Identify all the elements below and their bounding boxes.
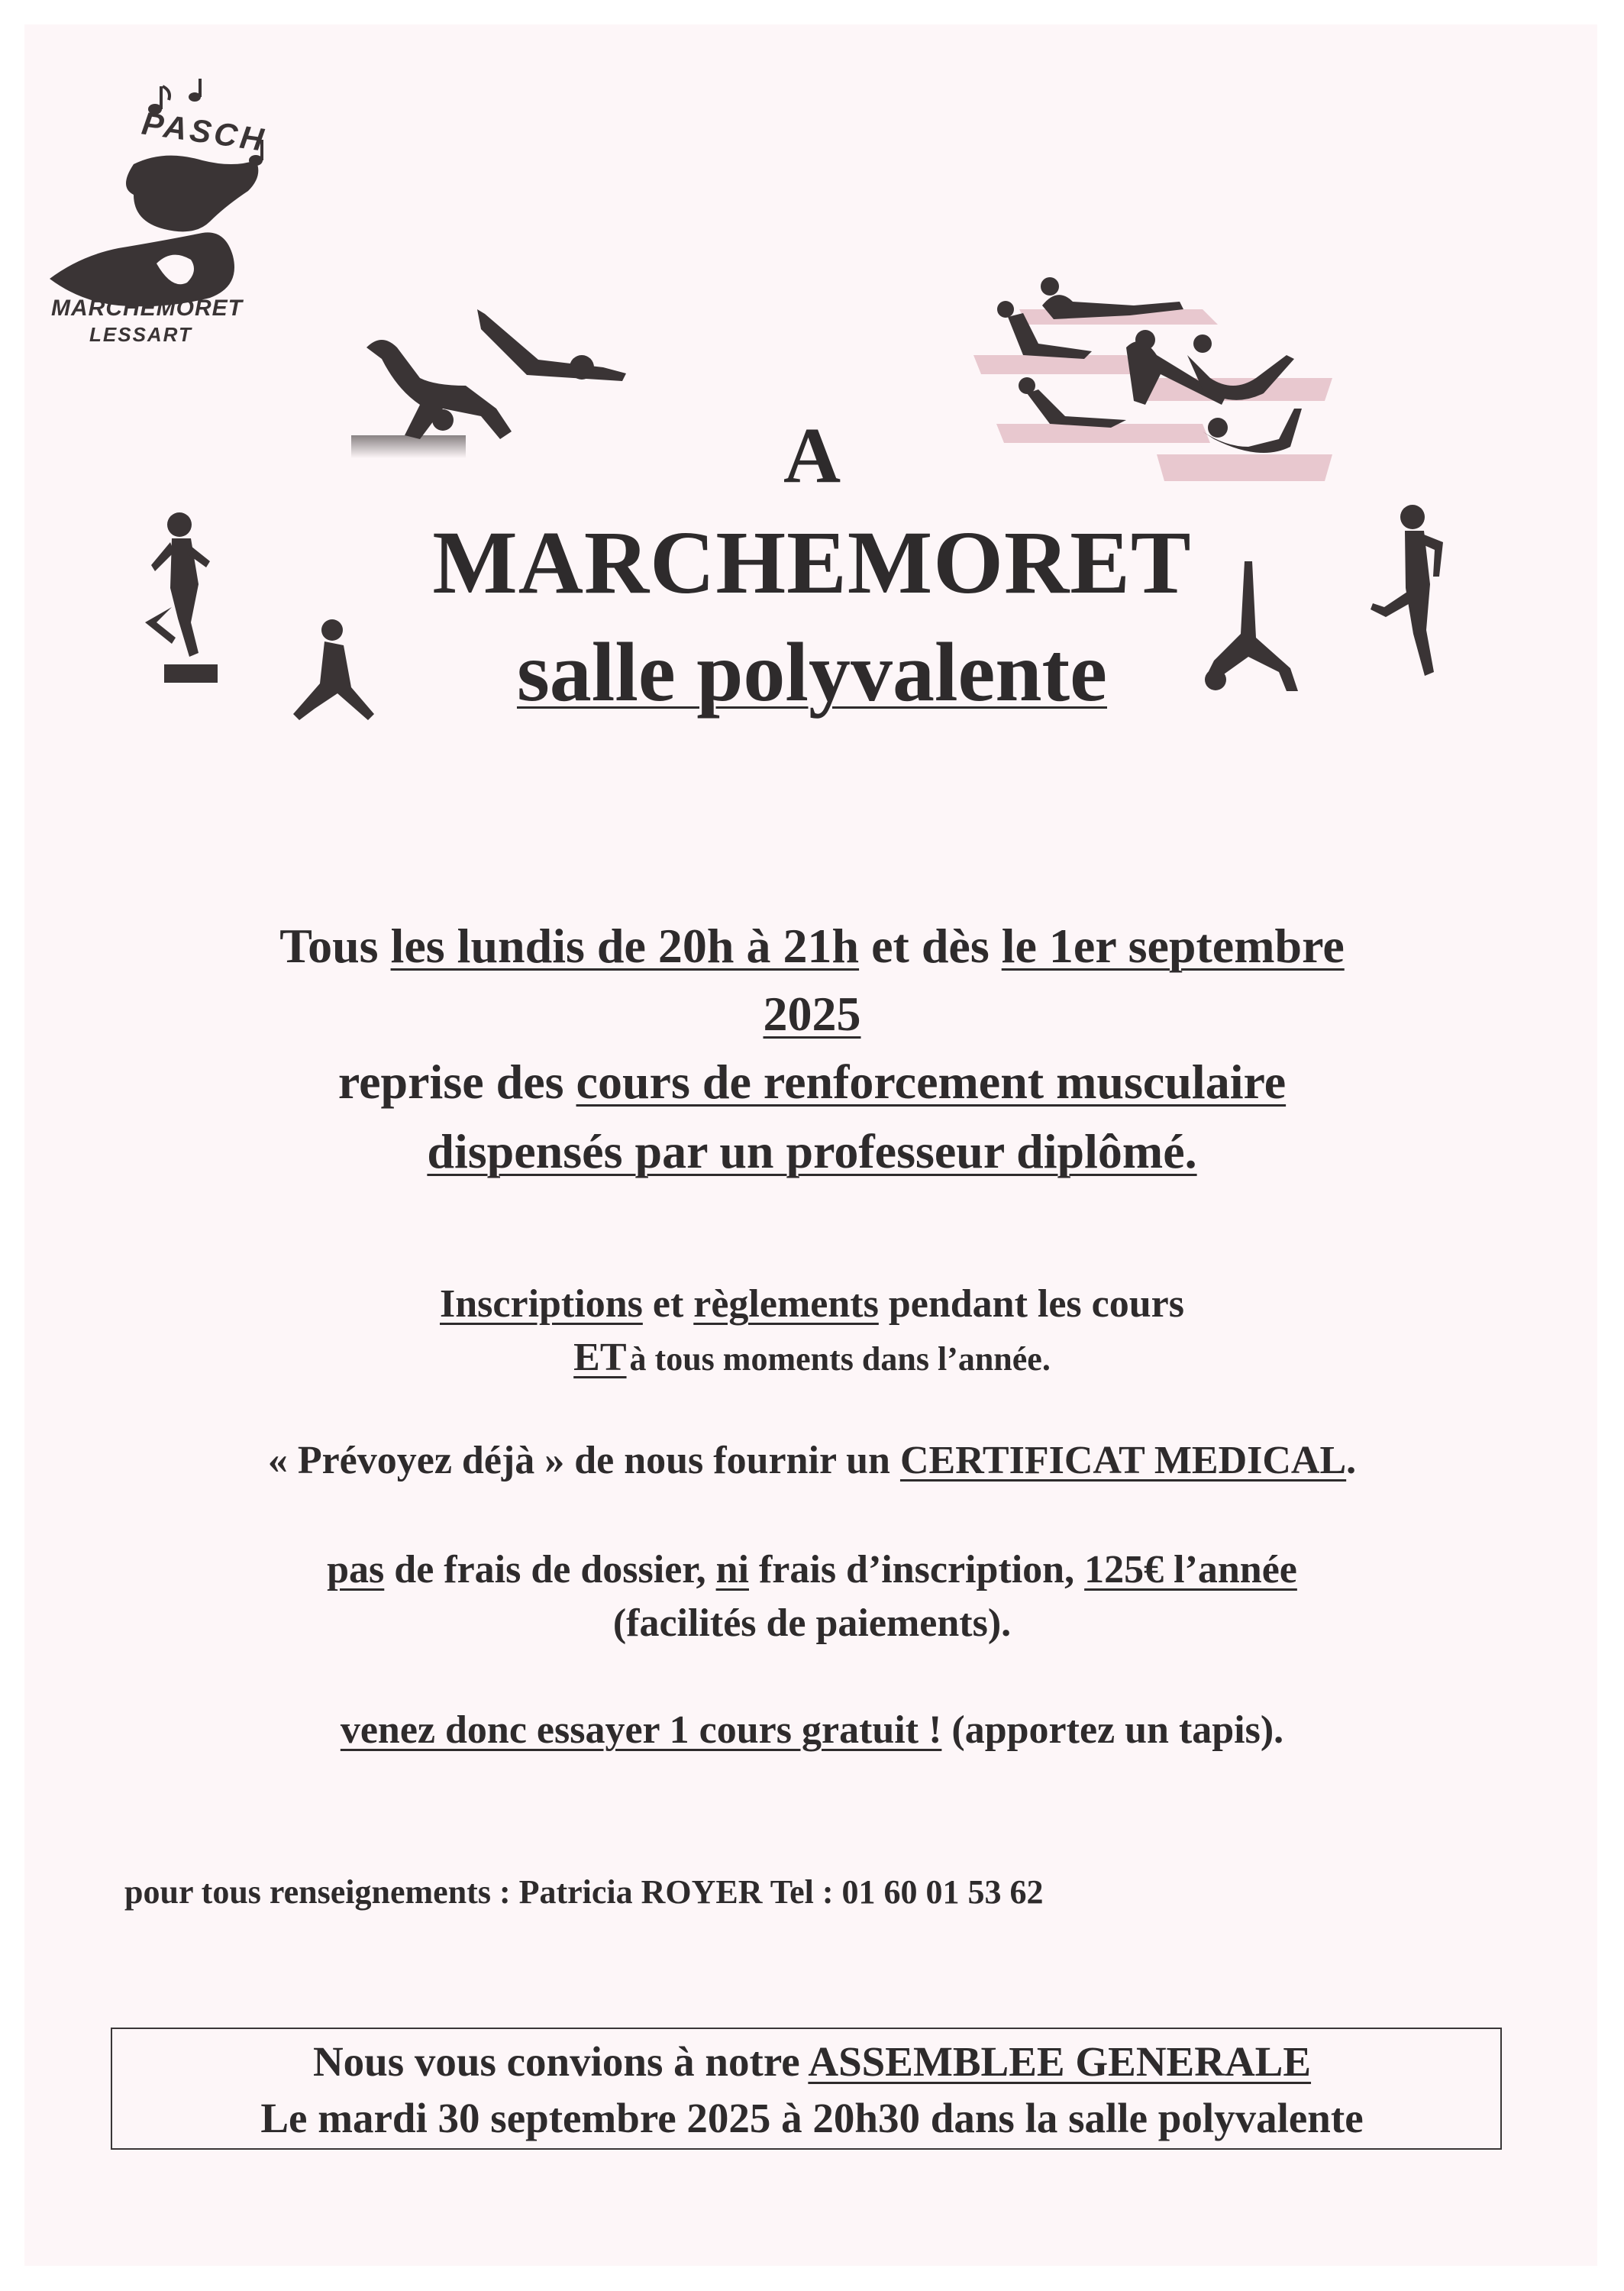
fees-file: de frais de dossier, bbox=[394, 1548, 706, 1591]
schedule-line-4 bbox=[0, 1124, 1624, 1178]
fees-no: pas bbox=[327, 1548, 385, 1591]
schedule-line-2 bbox=[0, 987, 1624, 1041]
schedule-resumption: reprise des bbox=[337, 1055, 564, 1109]
trial-line bbox=[0, 1708, 1624, 1752]
fees-line-2: (facilités de paiements). bbox=[612, 1601, 1012, 1645]
course-name: cours de renforcement musculaire bbox=[576, 1055, 1287, 1109]
title-venue bbox=[0, 625, 1624, 719]
registration-line-2 bbox=[0, 1338, 1624, 1378]
medical-certificate: CERTIFICAT MEDICAL bbox=[899, 1439, 1347, 1482]
medical-line bbox=[0, 1441, 1624, 1481]
club-logo bbox=[42, 73, 286, 347]
svg-text:MARCHEMORET: MARCHEMORET bbox=[51, 296, 243, 321]
registration-et-caps: ET bbox=[573, 1336, 627, 1379]
svg-text:LESSART: LESSART bbox=[89, 323, 192, 346]
schedule-tous: Tous bbox=[279, 919, 379, 973]
assembly-intro: Nous vous convions à notre bbox=[312, 2038, 800, 2085]
registration-and: et bbox=[652, 1282, 684, 1326]
contact-info: pour tous renseignements : Patricia ROYER Tel : 01 60 01 53 62 bbox=[124, 1873, 1044, 1911]
fees-nor: ni bbox=[715, 1548, 749, 1591]
title-town: MARCHEMORET bbox=[432, 512, 1192, 612]
title-a: A bbox=[783, 412, 841, 499]
registrations-word: Inscriptions bbox=[440, 1282, 643, 1326]
svg-text:PASCH: PASCH bbox=[140, 105, 269, 158]
teacher-info: dispensés par un professeur diplômé. bbox=[427, 1124, 1197, 1178]
schedule-line-3 bbox=[0, 1055, 1624, 1109]
schedule-line-1 bbox=[0, 919, 1624, 973]
fees-registration: frais d’inscription, bbox=[758, 1548, 1075, 1591]
assembly-title: ASSEMBLEE GENERALE bbox=[808, 2038, 1312, 2085]
medical-prefix: « Prévoyez déjà » de nous fournir un bbox=[267, 1439, 890, 1482]
schedule-days-hours: les lundis de 20h à 21h bbox=[390, 919, 860, 973]
registration-line-1 bbox=[0, 1284, 1624, 1324]
fees-line-1 bbox=[0, 1550, 1624, 1590]
schedule-year: 2025 bbox=[763, 987, 861, 1041]
fees-price: 125€ l’année bbox=[1084, 1548, 1297, 1591]
trial-offer: venez donc essayer 1 cours gratuit ! bbox=[340, 1708, 942, 1752]
title-venue-text: salle polyvalente bbox=[516, 625, 1107, 719]
assembly-details: Le mardi 30 septembre 2025 à 20h30 dans la salle polyvalente bbox=[260, 2095, 1364, 2141]
schedule-start-date: le 1er septembre bbox=[1001, 919, 1345, 973]
schedule-and-from: et dès bbox=[871, 919, 990, 973]
medical-suffix: . bbox=[1346, 1439, 1357, 1482]
registration-during: pendant les cours bbox=[888, 1282, 1184, 1326]
trial-note: (apportez un tapis). bbox=[951, 1708, 1284, 1752]
payments-word: règlements bbox=[693, 1282, 879, 1326]
registration-anytime: à tous moments dans l’année. bbox=[629, 1340, 1051, 1378]
assembly-line-1 bbox=[0, 2037, 1624, 2086]
